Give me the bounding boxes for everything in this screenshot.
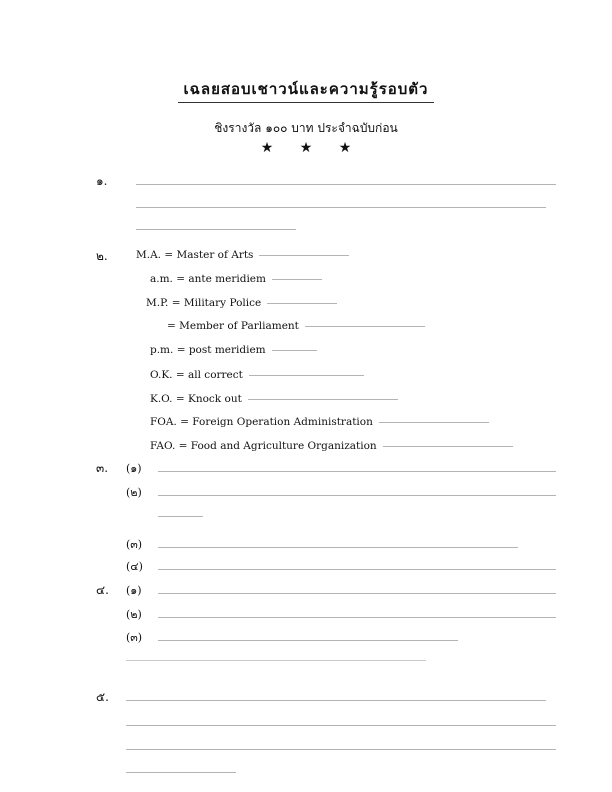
- text-line: [126, 749, 556, 750]
- sub-item-marker: (๑): [126, 462, 142, 475]
- text-line: [158, 516, 203, 517]
- thai-translation-line: [272, 279, 322, 280]
- thai-translation-line: [267, 303, 337, 304]
- thai-translation-line: [259, 255, 349, 256]
- star-divider: ★ ★ ★: [260, 140, 352, 156]
- abbreviation-entry: p.m. = post meridiem: [150, 344, 317, 356]
- abbreviation-entry: FAO. = Food and Agriculture Organization: [150, 440, 513, 452]
- section-number-5: ๕.: [96, 690, 109, 704]
- text-line: [158, 593, 556, 594]
- sub-item-marker: (๔): [126, 560, 143, 573]
- text-line: [158, 569, 556, 570]
- text-line: [158, 640, 458, 641]
- abbreviation-entry: M.P. = Military Police: [146, 297, 337, 309]
- abbreviation-entry: O.K. = all correct: [150, 369, 364, 381]
- section-number-4: ๔.: [96, 583, 109, 597]
- text-line: [158, 495, 556, 496]
- text-line: [136, 184, 556, 185]
- thai-translation-line: [379, 422, 489, 423]
- thai-translation-line: [305, 326, 425, 327]
- abbreviation-entry: = Member of Parliament: [167, 320, 425, 332]
- abbreviation-entry: K.O. = Knock out: [150, 393, 398, 405]
- text-line: [158, 471, 556, 472]
- text-line: [126, 772, 236, 773]
- text-line: [158, 617, 556, 618]
- sub-item-marker: (๒): [126, 486, 142, 499]
- text-line: [136, 229, 296, 230]
- text-line: [126, 700, 546, 701]
- thai-translation-line: [249, 375, 364, 376]
- section-number-2: ๒.: [96, 249, 108, 263]
- section-number-3: ๓.: [96, 461, 109, 475]
- sub-item-marker: (๓): [126, 631, 143, 644]
- sub-item-marker: (๓): [126, 538, 143, 551]
- abbreviation-entry: M.A. = Master of Arts: [136, 249, 349, 261]
- thai-translation-line: [383, 446, 513, 447]
- abbreviation-entry: a.m. = ante meridiem: [150, 273, 322, 285]
- thai-translation-line: [272, 350, 317, 351]
- section-number-1: ๑.: [96, 174, 108, 188]
- thai-translation-line: [248, 399, 398, 400]
- prize-subtitle: ชิงรางวัล ๑๐๐ บาท ประจำฉบับก่อน: [214, 121, 398, 135]
- text-line: [126, 725, 556, 726]
- sub-item-marker: (๒): [126, 608, 142, 621]
- page-title: เฉลยสอบเชาวน์และความรู้รอบตัว: [0, 76, 612, 103]
- text-line: [136, 207, 546, 208]
- text-line: [126, 660, 426, 661]
- abbreviation-entry: FOA. = Foreign Operation Administration: [150, 416, 489, 428]
- sub-item-marker: (๑): [126, 584, 142, 597]
- text-line: [158, 547, 518, 548]
